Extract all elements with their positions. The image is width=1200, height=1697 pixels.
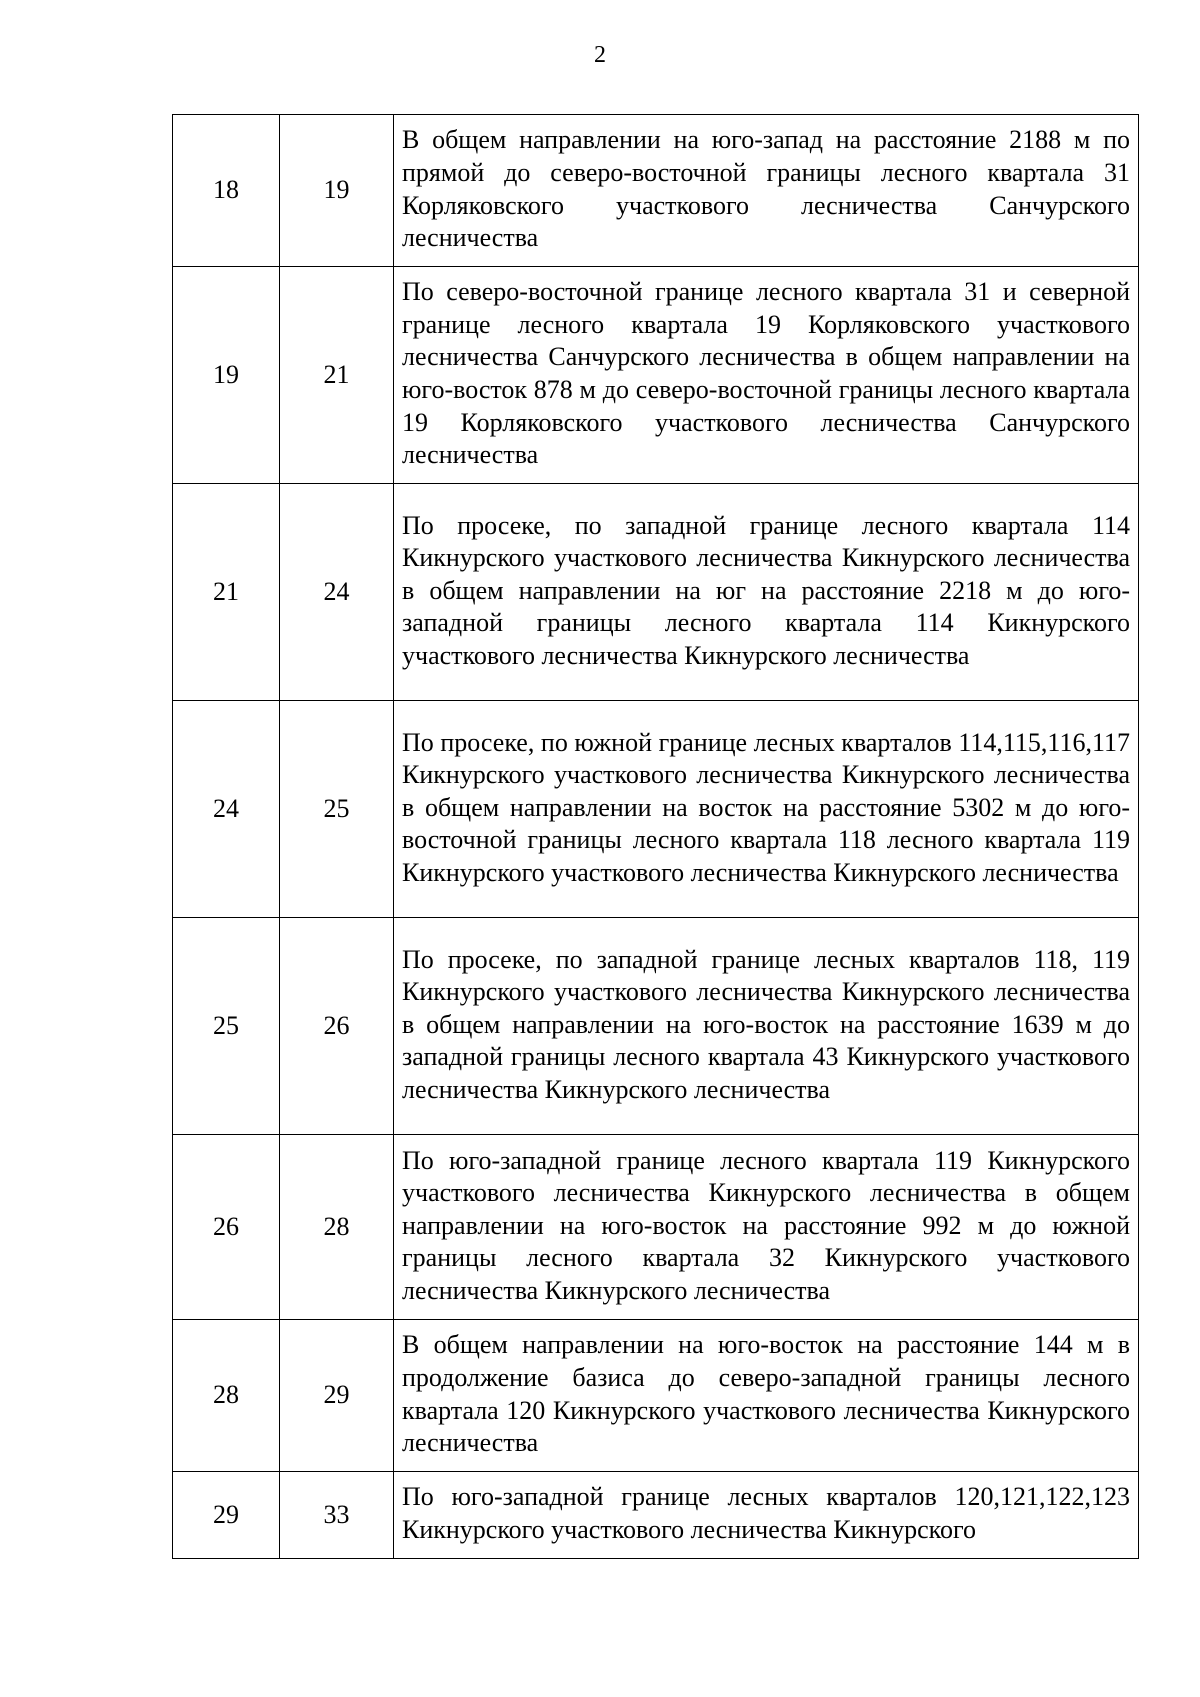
point-to: 25 xyxy=(280,701,394,918)
boundary-description-table xyxy=(172,114,1139,1559)
boundary-description: В общем направлении на юго-восток на расстояние 144 м в продолжение базиса до северо-западной границы лесного квартала 120 Кикнурского участкового лесничества Кикнурского лесничества xyxy=(394,1320,1139,1472)
boundary-description: По просеке, по западной границе лесных кварталов 118, 119 Кикнурского участкового лесничества Кикнурского лесничества в общем направлении на юго-восток на расстояние 1639 м до западной границы лесного квартала 43 Кикнурского участкового лесничества Кикнурского лесничества xyxy=(394,918,1139,1135)
table-row xyxy=(173,267,1139,484)
point-from: 29 xyxy=(173,1472,280,1559)
boundary-description: По юго-западной границе лесного квартала 119 Кикнурского участкового лесничества Кикнурского лесничества в общем направлении на юго-восток на расстояние 992 м до южной границы лесного квартала 32 Кикнурского участкового лесничества Кикнурского лесничества xyxy=(394,1135,1139,1320)
boundary-description: По просеке, по южной границе лесных кварталов 114,115,116,117 Кикнурского участкового лесничества Кикнурского лесничества в общем направлении на восток на расстояние 5302 м до юго-восточной границы лесного квартала 118 лесного квартала 119 Кикнурского участкового лесничества Кикнурского лесничества xyxy=(394,701,1139,918)
point-to: 26 xyxy=(280,918,394,1135)
point-to: 33 xyxy=(280,1472,394,1559)
boundary-description: По юго-западной границе лесных кварталов 120,121,122,123 Кикнурского участкового лесничества Кикнурского xyxy=(394,1472,1139,1559)
table-row xyxy=(173,1472,1139,1559)
point-to: 28 xyxy=(280,1135,394,1320)
point-from: 18 xyxy=(173,115,280,267)
point-to: 29 xyxy=(280,1320,394,1472)
point-to: 24 xyxy=(280,484,394,701)
boundary-description: В общем направлении на юго-запад на расстояние 2188 м по прямой до северо-восточной границы лесного квартала 31 Корляковского участкового лесничества Санчурского лесничества xyxy=(394,115,1139,267)
boundary-description: По просеке, по западной границе лесного квартала 114 Кикнурского участкового лесничества Кикнурского лесничества в общем направлении на юг на расстояние 2218 м до юго-западной границы лесного квартала 114 Кикнурского участкового лесничества Кикнурского лесничества xyxy=(394,484,1139,701)
table-row xyxy=(173,918,1139,1135)
point-from: 28 xyxy=(173,1320,280,1472)
page-number: 2 xyxy=(594,42,606,68)
point-to: 19 xyxy=(280,115,394,267)
boundary-description: По северо-восточной границе лесного квартала 31 и северной границе лесного квартала 19 Корляковского участкового лесничества Санчурского лесничества в общем направлении на юго-восток 878 м до северо-восточной границы лесного квартала 19 Корляковского участкового лесничества Санчурского лесничества xyxy=(394,267,1139,484)
table-row xyxy=(173,1320,1139,1472)
table-row xyxy=(173,701,1139,918)
point-to: 21 xyxy=(280,267,394,484)
point-from: 19 xyxy=(173,267,280,484)
point-from: 24 xyxy=(173,701,280,918)
point-from: 21 xyxy=(173,484,280,701)
point-from: 25 xyxy=(173,918,280,1135)
table-row xyxy=(173,1135,1139,1320)
table-row xyxy=(173,115,1139,267)
table-row xyxy=(173,484,1139,701)
point-from: 26 xyxy=(173,1135,280,1320)
